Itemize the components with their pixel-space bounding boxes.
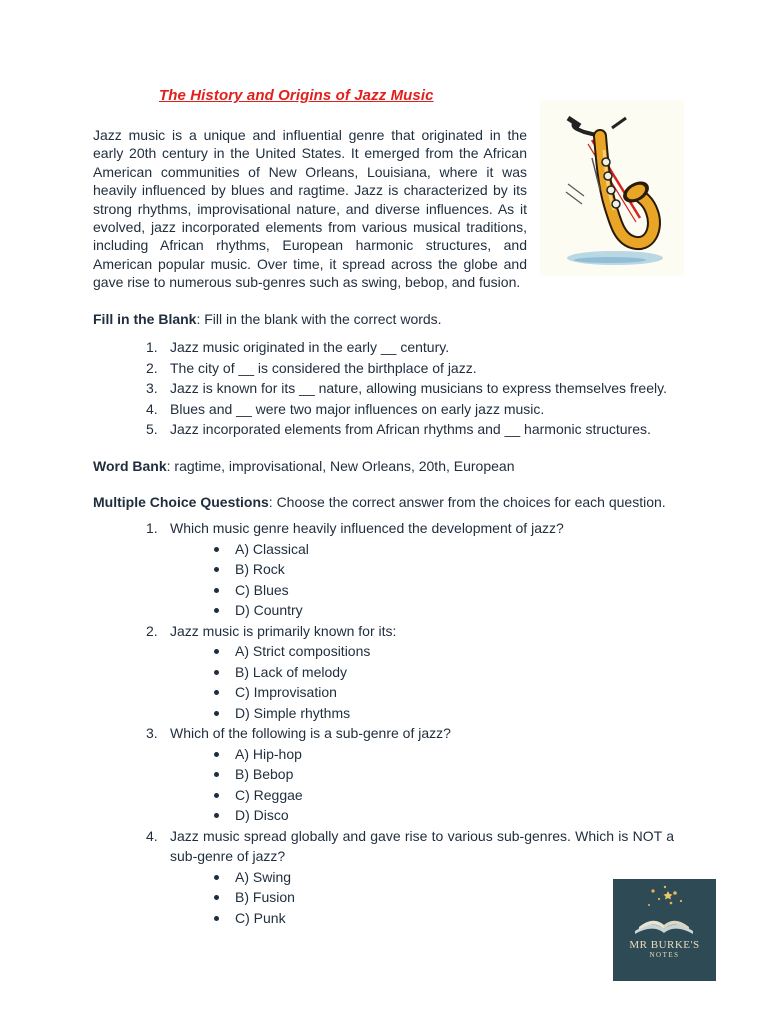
item-text: Jazz is known for its __ nature, allowing musicians to express themselves freely. [170,380,667,396]
word-bank-label: Word Bank [93,458,167,474]
bullet-icon [214,772,219,777]
option-item [170,887,674,908]
brand-logo [613,879,716,981]
option-text: C) Improvisation [235,684,337,700]
bullet-icon [214,793,219,798]
word-bank [93,457,514,475]
mcq-list [146,518,674,928]
list-item [146,358,706,379]
option-text: D) Simple rhythms [235,704,351,721]
list-item [146,378,706,399]
item-number: 3. [146,380,158,396]
option-item [170,662,674,683]
option-text: B) Lack of melody [235,663,348,680]
option-text: A) Swing [235,868,292,885]
list-item [146,337,706,358]
option-item [170,744,674,765]
option-text: A) Hip-hop [235,745,302,762]
item-number: 1. [146,339,158,355]
bullet-icon [214,567,219,572]
option-item [170,785,674,806]
option-item [170,908,674,929]
question-number: 2. [146,622,158,639]
mcq-heading [93,493,666,511]
option-item [170,559,674,580]
bullet-icon [214,752,219,757]
mcq-instruction: : Choose the correct answer from the choices for each question. [268,494,666,510]
option-item [170,805,674,826]
option-text: A) Strict compositions [235,643,371,659]
bullet-icon [214,875,219,880]
question-text: Which music genre heavily influenced the development of jazz? [170,520,564,536]
saxophone-image [540,100,684,276]
option-item [170,764,674,785]
question-number: 1. [146,520,158,536]
option-text: B) Fusion [235,889,295,905]
bullet-icon [214,588,219,593]
item-number: 2. [146,359,158,376]
logo-name: MR BURKE'S [629,939,700,951]
list-item [146,399,706,420]
intro-paragraph: Jazz music is a unique and influential genre that originated in the early 20th century in the United States. It emerged from the African American communities of New Orleans, Louisiana, where it was heavily influenced by blues and ragtime. Jazz is characterized by its strong rhythms, improvisational nature, and diverse influences. As it evolved, jazz incorporated elements from various musical traditions, including African rhythms, European harmonic structures, and American popular music. Over time, it spread across the globe and gave rise to numerous sub-genres such as swing, bebop, and fusion. [93,127,527,291]
option-text: B) Bebop [235,766,294,782]
fill-blank-label: Fill in the Blank [93,311,197,327]
option-list [170,744,674,826]
option-text: C) Reggae [235,786,303,803]
option-item [170,682,674,703]
option-text: B) Rock [235,561,285,577]
question-item [146,621,674,724]
question-item [146,518,674,621]
item-text: Blues and __ were two major influences on early jazz music. [170,400,545,417]
item-text: Jazz incorporated elements from African rhythms and __ harmonic structures. [170,421,651,437]
option-text: D) Country [235,602,303,618]
option-item [170,600,674,621]
logo-subtitle: NOTES [649,951,680,959]
question-item [146,826,674,929]
bullet-icon [214,916,219,921]
list-item [146,419,706,440]
option-list [170,867,674,929]
item-text: The city of __ is considered the birthplace of jazz. [170,359,477,376]
option-list [170,641,674,723]
fill-blank-list [146,337,706,440]
question-text: Which of the following is a sub-genre of jazz? [170,725,451,741]
bullet-icon [214,608,219,613]
question-item [146,723,674,826]
item-text: Jazz music originated in the early __ century. [170,339,450,355]
mcq-label: Multiple Choice Questions [93,494,269,510]
option-text: D) Disco [235,807,289,823]
bullet-icon [214,813,219,818]
question-number: 3. [146,725,158,741]
option-text: C) Punk [235,909,286,926]
worksheet-title: The History and Origins of Jazz Music [159,87,434,104]
question-text: Jazz music spread globally and gave rise to various sub-genres. Which is NOT a sub-genre of jazz? [170,827,674,864]
fill-blank-instruction: : Fill in the blank with the correct words. [196,311,442,327]
word-bank-words: : ragtime, improvisational, New Orleans, 20th, European [166,458,515,474]
book-logo-icon [613,879,716,939]
bullet-icon [214,711,219,716]
option-text: C) Blues [235,581,289,598]
option-item [170,703,674,724]
bullet-icon [214,690,219,695]
question-text: Jazz music is primarily known for its: [170,622,397,639]
option-item [170,867,674,888]
bullet-icon [214,895,219,900]
fill-blank-heading [93,310,442,328]
option-list [170,539,674,621]
question-number: 4. [146,827,158,844]
option-item [170,641,674,662]
item-number: 5. [146,421,158,437]
item-number: 4. [146,400,158,417]
bullet-icon [214,649,219,654]
option-item [170,539,674,560]
option-item [170,580,674,601]
option-text: A) Classical [235,540,309,557]
bullet-icon [214,670,219,675]
bullet-icon [214,547,219,552]
